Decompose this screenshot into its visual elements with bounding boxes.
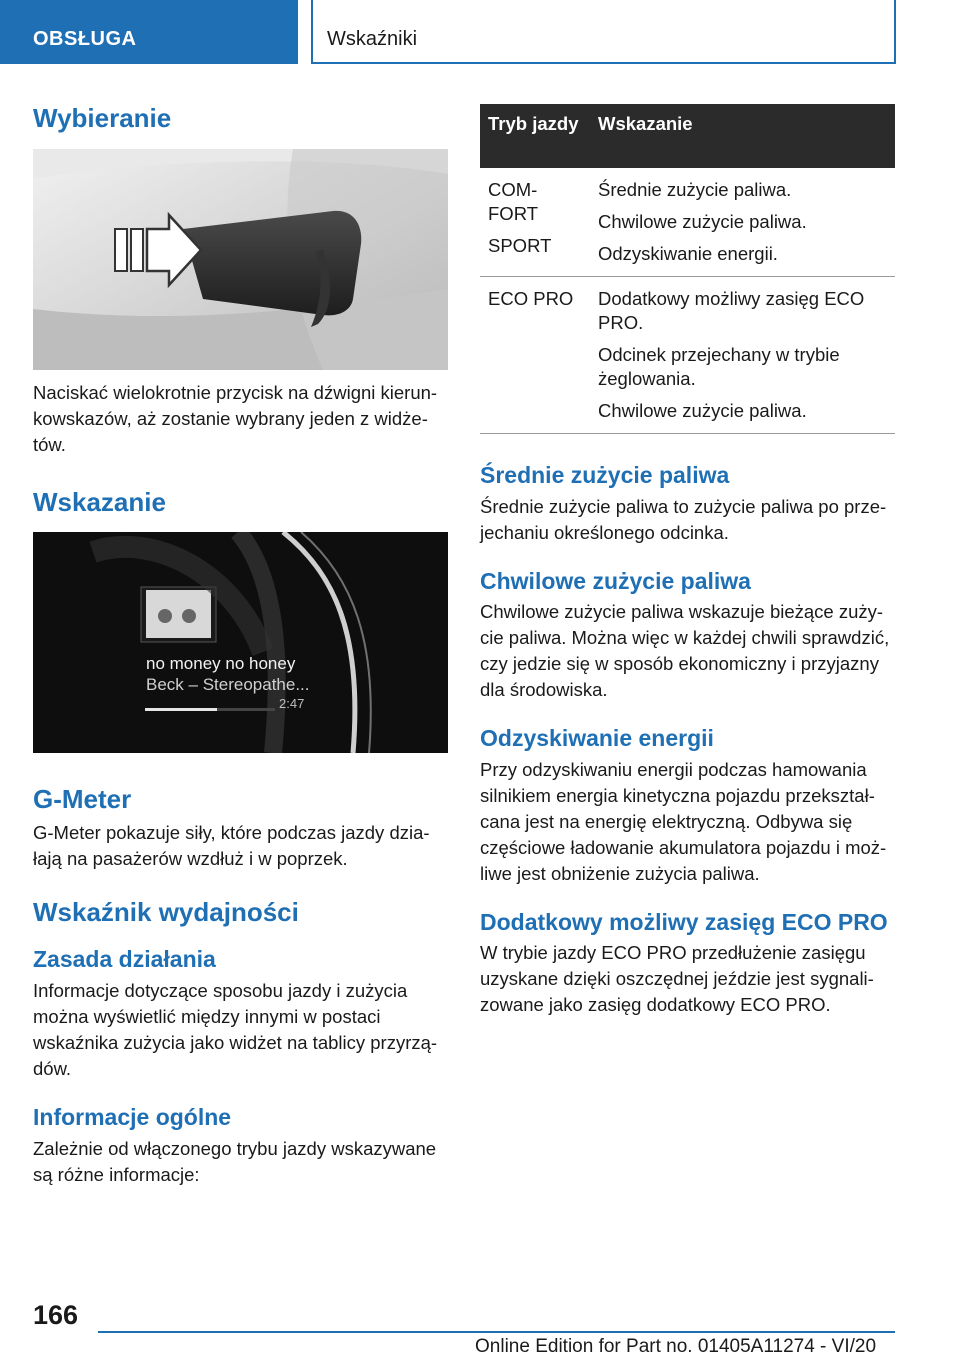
- section-tab: [0, 0, 298, 64]
- heading-chwilowe: Chwilowe zużycie paliwa: [480, 567, 751, 594]
- mode-label: COM-FORT: [488, 179, 539, 224]
- song-title: no money no honey: [146, 654, 296, 674]
- text-odzysk: Przy odzyskiwaniu energii podczas hamowania silnikiem energia kinetyczna pojazdu przekształ-cana jest na energię elektryczną. Odbywa się częściowe ładowanie akumulatora pojazdu i moż-liwe jest obniżenie zużycia paliwa.: [480, 758, 887, 884]
- text-chwilowe: Chwilowe zużycie paliwa wskazuje bieżące zuży-cie paliwa. Można więc w każdej chwili sprawdzić, czy jedzie się w sposób ekonomiczny i przyjazny dla środowiska.: [480, 601, 890, 701]
- display-item: Odcinek przejechany w trybie żeglowania.: [598, 344, 840, 389]
- col-header-display: Wskazanie: [590, 104, 895, 168]
- section-title: OBSŁUGA: [33, 28, 137, 50]
- heading-wydajnosc: Wskaźnik wydajności: [33, 896, 299, 927]
- instrument-cluster-display: [33, 532, 448, 753]
- heading-zasada: Zasada działania: [33, 946, 216, 973]
- mode-label: SPORT: [488, 235, 552, 256]
- text-zasada: Informacje dotyczące sposobu jazdy i zużycia można wyświetlić między innymi w postaci wskaźnika zużycia jako widżet na tablicy przyrzą-dów.: [33, 979, 438, 1079]
- progress-track: [145, 708, 275, 711]
- text-dodatkowy: W trybie jazdy ECO PRO przedłużenie zasięgu uzyskane dzięki oszczędnej jeździe jest sygnali-zowane jako zasięg dodatkowy ECO PRO.: [480, 942, 874, 1016]
- display-item: Odzyskiwanie energii.: [598, 243, 778, 264]
- text-informacje: Zależnie od włączonego trybu jazdy wskazywane są różne informacje:: [33, 1137, 437, 1185]
- text-srednie: Średnie zużycie paliwa to zużycie paliwa po prze-jechaniu określonego odcinka.: [480, 495, 887, 543]
- display-item: Chwilowe zużycie paliwa.: [598, 400, 807, 421]
- heading-informacje: Informacje ogólne: [33, 1103, 232, 1130]
- table-row: [480, 168, 895, 277]
- display-item: Średnie zużycie paliwa.: [598, 179, 792, 200]
- col-header-mode: Tryb jazdy: [480, 104, 590, 168]
- display-item: Dodatkowy możliwy zasięg ECO PRO.: [598, 288, 865, 333]
- mode-label: ECO PRO: [488, 288, 574, 309]
- footer-rule: [98, 1331, 895, 1333]
- heading-srednie: Średnie zużycie paliwa: [480, 462, 730, 488]
- track-time: 2:47: [279, 696, 305, 712]
- footer-edition: Online Edition for Part no. 01405A11274 - VI/20: [475, 1336, 877, 1357]
- stalk-button-illustration: [33, 149, 448, 370]
- heading-gmeter: G-Meter: [33, 784, 132, 815]
- table-row: [480, 277, 895, 434]
- text-gmeter: G-Meter pokazuje siły, które podczas jazdy dzia-łają na pasażerów wzdłuż i w poprzek.: [33, 821, 430, 869]
- heading-wskazanie: Wskazanie: [33, 486, 166, 517]
- turn-signal-stalk-icon: [33, 149, 448, 370]
- right-column: [480, 104, 895, 1018]
- table-header-row: [480, 104, 895, 168]
- page-number: 166: [33, 1300, 79, 1330]
- left-column: [33, 100, 448, 1188]
- chapter-title: Wskaźniki: [327, 28, 418, 50]
- chapter-tab: [311, 0, 896, 64]
- heading-dodatkowy: Dodatkowy możliwy zasięg ECO PRO: [480, 908, 888, 935]
- heading-odzysk: Odzyskiwanie energii: [480, 725, 714, 752]
- text-wybieranie: Naciskać wielokrotnie przycisk na dźwigni kierun-kowskazów, aż zostanie wybrany jeden z widże-tów.: [33, 381, 438, 455]
- progress-fill: [145, 708, 217, 711]
- album-cover-icon: [146, 590, 211, 638]
- artist-line: Beck – Stereopathe...: [146, 675, 310, 695]
- display-item: Chwilowe zużycie paliwa.: [598, 211, 807, 232]
- cluster-arc-icon: [33, 532, 448, 753]
- driving-mode-table: [480, 104, 895, 434]
- heading-wybieranie: Wybieranie: [33, 103, 172, 133]
